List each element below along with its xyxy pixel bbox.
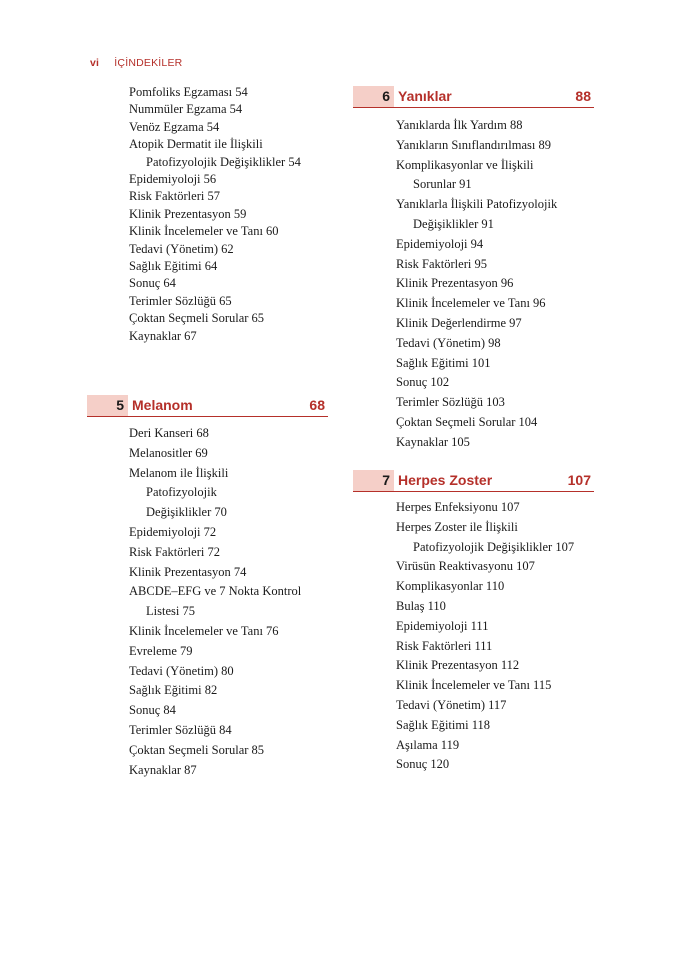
toc-entry[interactable]: Evreleme 79 [129, 643, 193, 658]
toc-entry[interactable]: Klinik Değerlendirme 97 [396, 315, 522, 330]
toc-entry[interactable]: Epidemiyoloji 56 [129, 172, 217, 187]
toc-entry[interactable]: Kaynaklar 87 [129, 762, 197, 777]
toc-entry[interactable]: Patofizyolojik Değişiklikler 107 [413, 539, 575, 554]
toc-entry[interactable]: Melanom ile İlişkili [129, 465, 229, 480]
toc-entry[interactable]: Melanositler 69 [129, 445, 208, 460]
toc-entry[interactable]: Sonuç 84 [129, 703, 176, 718]
toc-entry[interactable]: Risk Faktörleri 95 [396, 256, 487, 271]
chapter-title: Melanom [132, 397, 193, 413]
toc-entry[interactable]: Komplikasyonlar 110 [396, 579, 505, 594]
chapter-5-entries [129, 424, 329, 780]
toc-entry[interactable]: Sağlık Eğitimi 101 [396, 355, 491, 370]
chapter-number: 6 [353, 86, 394, 107]
toc-entry[interactable]: Klinik İncelemeler ve Tanı 76 [129, 623, 279, 638]
toc-entry[interactable]: Sorunlar 91 [413, 177, 472, 192]
chapter-title: Yanıklar [398, 88, 452, 104]
chapter-title: Herpes Zoster [398, 472, 493, 488]
toc-entry[interactable]: Yanıkların Sınıflandırılması 89 [396, 137, 551, 152]
toc-entry[interactable]: Patofizyolojik Değişiklikler 54 [146, 154, 301, 169]
toc-entry[interactable]: Tedavi (Yönetim) 62 [129, 241, 234, 256]
toc-entry[interactable]: Klinik Prezentasyon 59 [129, 206, 247, 221]
toc-entry[interactable]: Sonuç 64 [129, 276, 176, 291]
chapter-6-heading[interactable] [353, 86, 594, 108]
toc-entry[interactable]: Klinik İncelemeler ve Tanı 96 [396, 296, 546, 311]
toc-entry[interactable]: Listesi 75 [146, 604, 195, 619]
toc-entry[interactable]: Nummüler Egzama 54 [129, 102, 243, 117]
toc-entry[interactable]: Klinik Prezentasyon 74 [129, 564, 247, 579]
toc-entry[interactable]: Epidemiyoloji 94 [396, 236, 484, 251]
toc-entry[interactable]: Klinik İncelemeler ve Tanı 60 [129, 224, 279, 239]
chapter-5-heading[interactable] [87, 395, 328, 417]
chapter-number: 5 [87, 395, 128, 416]
toc-entry[interactable]: Venöz Egzama 54 [129, 119, 220, 134]
toc-entry[interactable]: Atopik Dermatit ile İlişkili [129, 137, 263, 152]
toc-entry[interactable]: Epidemiyoloji 72 [129, 524, 217, 539]
toc-entry[interactable]: Kaynaklar 105 [396, 434, 470, 449]
chapter-number: 7 [353, 470, 394, 491]
chapter-page: 68 [309, 397, 325, 413]
toc-entry[interactable]: Sağlık Eğitimi 82 [129, 683, 218, 698]
chapter-page: 107 [567, 472, 591, 488]
toc-entry[interactable]: Risk Faktörleri 57 [129, 189, 220, 204]
toc-continued-list [129, 84, 329, 345]
toc-entry[interactable]: Deri Kanseri 68 [129, 426, 209, 440]
page-number: vi [90, 57, 100, 69]
chapter-7-entries [396, 498, 596, 775]
toc-entry[interactable]: Risk Faktörleri 72 [129, 544, 220, 559]
toc-entry[interactable]: Çoktan Seçmeli Sorular 104 [396, 414, 538, 429]
toc-entry[interactable]: Klinik Prezentasyon 112 [396, 658, 520, 673]
toc-entry[interactable]: Kaynaklar 67 [129, 328, 197, 343]
toc-entry[interactable]: Yanıklarla İlişkili Patofizyolojik [396, 197, 558, 212]
chapter-6-entries [396, 116, 596, 453]
toc-entry[interactable]: Herpes Zoster ile İlişkili [396, 519, 518, 534]
toc-entry[interactable]: Epidemiyoloji 111 [396, 618, 489, 633]
toc-entry[interactable]: Tedavi (Yönetim) 98 [396, 335, 501, 350]
toc-entry[interactable]: Klinik İncelemeler ve Tanı 115 [396, 678, 552, 693]
toc-entry[interactable]: Çoktan Seçmeli Sorular 85 [129, 742, 265, 757]
toc-entry[interactable]: Sağlık Eğitimi 64 [129, 259, 218, 274]
toc-entry[interactable]: Terimler Sözlüğü 103 [396, 395, 505, 410]
toc-entry[interactable]: Patofizyolojik [146, 485, 217, 500]
toc-entry[interactable]: Aşılama 119 [396, 737, 460, 752]
running-head [90, 57, 182, 69]
chapter-page: 88 [575, 88, 591, 104]
toc-entry[interactable]: Tedavi (Yönetim) 117 [396, 697, 507, 712]
toc-entry[interactable]: Virüsün Reaktivasyonu 107 [396, 559, 535, 574]
toc-entry[interactable]: Terimler Sözlüğü 65 [129, 293, 232, 308]
toc-entry[interactable]: Terimler Sözlüğü 84 [129, 722, 232, 737]
toc-entry[interactable]: Klinik Prezentasyon 96 [396, 276, 514, 291]
toc-entry[interactable]: Herpes Enfeksiyonu 107 [396, 500, 520, 514]
toc-entry[interactable]: Bulaş 110 [396, 598, 446, 613]
toc-entry[interactable]: Değişiklikler 91 [413, 216, 494, 231]
toc-entry[interactable]: Pomfoliks Egzaması 54 [129, 85, 248, 99]
toc-entry[interactable]: Tedavi (Yönetim) 80 [129, 663, 234, 678]
toc-entry[interactable]: Sonuç 120 [396, 757, 450, 772]
toc-entry[interactable]: Sağlık Eğitimi 118 [396, 717, 490, 732]
page-title: İÇİNDEKİLER [114, 57, 183, 69]
toc-entry[interactable]: Çoktan Seçmeli Sorular 65 [129, 311, 265, 326]
toc-entry[interactable]: Risk Faktörleri 111 [396, 638, 493, 653]
toc-entry[interactable]: Sonuç 102 [396, 375, 450, 390]
chapter-7-heading[interactable] [353, 470, 594, 492]
toc-entry[interactable]: Komplikasyonlar ve İlişkili [396, 157, 534, 172]
toc-entry[interactable]: Değişiklikler 70 [146, 505, 227, 520]
toc-entry[interactable]: ABCDE–EFG ve 7 Nokta Kontrol [129, 584, 302, 599]
toc-entry[interactable]: Yanıklarda İlk Yardım 88 [396, 118, 523, 132]
